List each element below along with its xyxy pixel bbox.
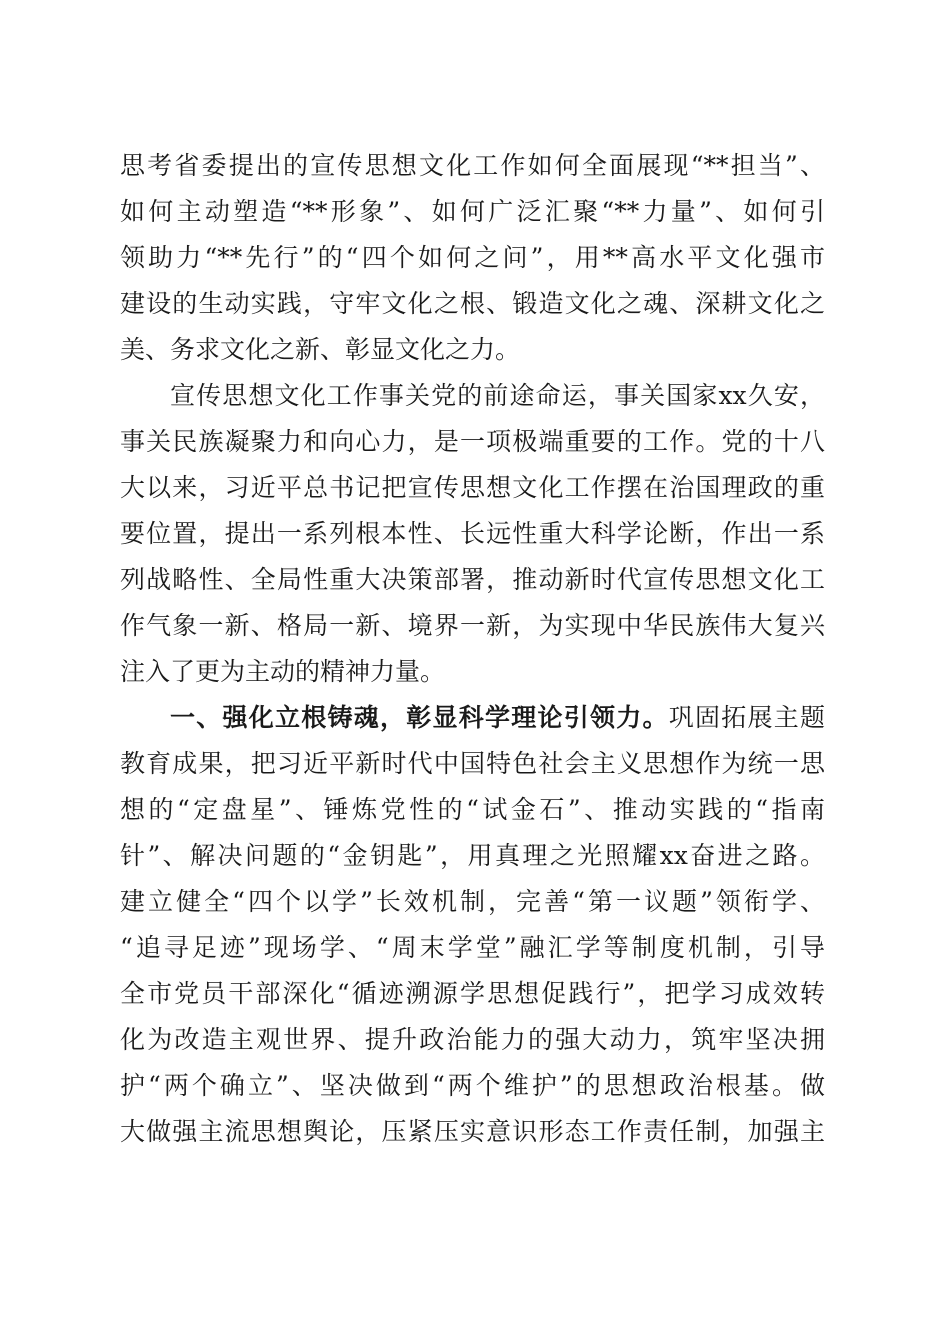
paragraph-3	[120, 695, 825, 1155]
text-line: 列战略性、全局性重大决策部署，推动新时代宣传思想文化工	[120, 565, 825, 594]
text-line: 要位置，提出一系列根本性、长远性重大科学论断，作出一系	[120, 519, 825, 548]
text-line	[120, 695, 825, 741]
text-line: 针”、解决问题的“金钥匙”，用真理之光照耀xx奋进之路。	[120, 841, 825, 870]
text-line: 大做强主流思想舆论，压紧压实意识形态工作责任制，加强主	[120, 1117, 825, 1146]
text-line: 建设的生动实践，守牢文化之根、锻造文化之魂、深耕文化之	[120, 289, 825, 318]
text-line: 事关民族凝聚力和向心力，是一项极端重要的工作。党的十八	[120, 427, 825, 456]
text-line: 作气象一新、格局一新、境界一新，为实现中华民族伟大复兴	[120, 611, 825, 640]
text-line: “追寻足迹”现场学、“周末学堂”融汇学等制度机制，引导	[120, 933, 825, 962]
text-line: 全市党员干部深化“循迹溯源学思想促践行”，把学习成效转	[120, 979, 825, 1008]
text-line: 领助力“**先行”的“四个如何之问”，用**高水平文化强市	[120, 243, 825, 272]
paragraph-2	[120, 373, 825, 695]
text-line: 宣传思想文化工作事关党的前途命运，事关国家xx久安，	[170, 381, 825, 410]
text-line: 思考省委提出的宣传思想文化工作如何全面展现“**担当”、	[120, 151, 825, 180]
document-body	[120, 143, 825, 1155]
text-line: 大以来，习近平总书记把宣传思想文化工作摆在治国理政的重	[120, 473, 825, 502]
text-line: 美、务求文化之新、彰显文化之力。	[120, 335, 521, 364]
text-line: 建立健全“四个以学”长效机制，完善“第一议题”领衔学、	[120, 887, 825, 916]
section-heading: 一、强化立根铸魂，彰显科学理论引领力。	[170, 703, 669, 732]
text-line: 化为改造主观世界、提升政治能力的强大动力，筑牢坚决拥	[120, 1025, 825, 1054]
text-line: 护“两个确立”、坚决做到“两个维护”的思想政治根基。做	[120, 1071, 825, 1100]
paragraph-1	[120, 143, 825, 373]
text-line: 注入了更为主动的精神力量。	[120, 657, 446, 686]
text-line: 想的“定盘星”、锤炼党性的“试金石”、推动实践的“指南	[120, 795, 825, 824]
heading-continuation: 巩固拓展主题	[668, 703, 825, 732]
text-line: 如何主动塑造“**形象”、如何广泛汇聚“**力量”、如何引	[120, 197, 825, 226]
text-line: 教育成果，把习近平新时代中国特色社会主义思想作为统一思	[120, 749, 825, 778]
